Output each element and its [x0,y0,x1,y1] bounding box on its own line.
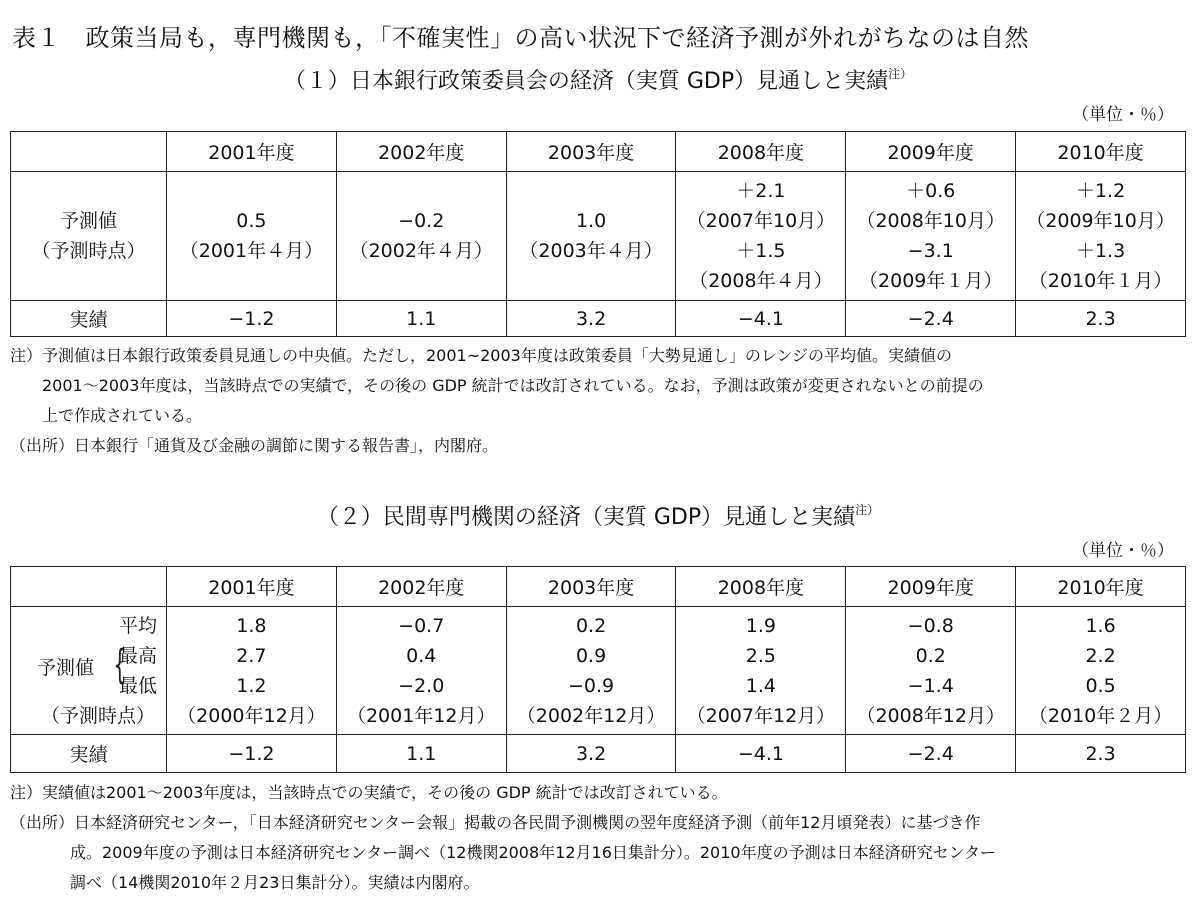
table2-unit: （単位・％） [1072,541,1174,561]
table1-title: （１）日本銀行政策委員会の経済（実質 GDP）見通しと実績$^{注)}$ [283,67,913,94]
table1-forecast-cell: ＋0.6 （2008年10月） −3.1 （2009年１月） [846,172,1016,301]
table1-actual-cell: −2.4 [846,301,1016,337]
table2-forecast-label: 予測値 { 平均 最高 最低 （予測時点） [11,607,167,735]
table1-col-header: 2001年度 [167,132,337,172]
table2-actual-cell: 2.3 [1016,735,1186,773]
table2-note: 注）実績値は2001～2003年度は，当該時点での実績で，その後の GDP 統計では改訂されている。 [10,783,728,802]
table1-actual-cell: 3.2 [506,301,676,337]
table2-actual-label: 実績 [11,735,167,773]
table1-col-header: 2009年度 [846,132,1016,172]
table2-col-header: 2008年度 [676,567,846,607]
table2-actual-cell: 1.1 [336,735,506,773]
table1-note-line: 2001～2003年度は，当該時点での実績で，その後の GDP 統計では改訂されている。なお，予測は政策が変更されないとの前提の [42,376,984,395]
table1-note-line: 注）予測値は日本銀行政策委員見通しの中央値。ただし，2001~2003年度は政策委員「大勢見通し」のレンジの平均値。実績値の [10,346,953,365]
table1 [10,131,1186,337]
table1-forecast-row [11,172,1186,301]
table2-forecast-cell: 1.8 2.7 1.2 （2000年12月） [167,607,337,735]
table2-header-row [11,567,1186,607]
table1-col-header: 2010年度 [1016,132,1186,172]
table1-notes [10,341,1190,461]
sub-label-average: 平均 [119,614,158,637]
table2-forecast-cell: 1.6 2.2 0.5 （2010年２月） [1016,607,1186,735]
sub-label-high: 最高 [119,644,158,667]
table1-forecast-label: 予測値 （予測時点） [11,172,167,301]
table2-actual-cell: −4.1 [676,735,846,773]
table2-forecast-row [11,607,1186,735]
table1-forecast-cell: ＋2.1 （2007年10月） ＋1.5 （2008年４月） [676,172,846,301]
brace-icon: { [113,641,127,688]
table2-source-line: 調べ（14機関2010年２月23日集計分）。実績は内閣府。 [70,873,480,892]
table2-forecast-cell: 0.2 0.9 −0.9 （2002年12月） [506,607,676,735]
table2-col-header: 2009年度 [846,567,1016,607]
table1-note-line: 上で作成されている。 [42,406,203,425]
table2-col-header: 2002年度 [336,567,506,607]
table2-col-header: 2003年度 [506,567,676,607]
sub-label-low: 最低 [119,674,158,697]
table2-source-line: 成。2009年度の予測は日本経済研究センター調べ（12機関2008年12月16日集計分）。2010年度の予測は日本経済研究センター [70,843,996,862]
table2-forecast-cell: 1.9 2.5 1.4 （2007年12月） [676,607,846,735]
table1-source: （出所）日本銀行「通貨及び金融の調節に関する報告書」，内閣府。 [10,436,499,455]
table1-actual-cell: −1.2 [167,301,337,337]
table2 [10,566,1186,773]
table1-actual-label: 実績 [11,301,167,337]
table1-forecast-cell: −0.2 （2002年４月） [336,172,506,301]
table1-actual-row [11,301,1186,337]
table1-forecast-cell: ＋1.2 （2009年10月） ＋1.3 （2010年１月） [1016,172,1186,301]
page-title: 表１ 政策当局も，専門機関も，「不確実性」の高い状況下で経済予測が外れがちなのは自然 [12,24,1029,52]
table2-actual-row [11,735,1186,773]
table1-col-header: 2003年度 [506,132,676,172]
table1-col-header: 2008年度 [676,132,846,172]
table2-actual-cell: 3.2 [506,735,676,773]
table2-forecast-cell: −0.8 0.2 −1.4 （2008年12月） [846,607,1016,735]
table1-actual-cell: 1.1 [336,301,506,337]
table1-forecast-cell: 1.0 （2003年４月） [506,172,676,301]
table2-title: （２）民間専門機関の経済（実質 GDP）見通しと実績$^{注)}$ [316,503,880,530]
table2-actual-cell: −2.4 [846,735,1016,773]
table2-forecast-cell: −0.7 0.4 −2.0 （2001年12月） [336,607,506,735]
table1-col-header: 2002年度 [336,132,506,172]
table2-notes [10,778,1190,898]
table1-actual-cell: 2.3 [1016,301,1186,337]
table2-col-header: 2001年度 [167,567,337,607]
table2-actual-cell: −1.2 [167,735,337,773]
table2-col-header: 2010年度 [1016,567,1186,607]
table1-unit: （単位・％） [1072,105,1174,125]
table1-header-row [11,132,1186,172]
table1-actual-cell: −4.1 [676,301,846,337]
table1-forecast-cell: 0.5 （2001年４月） [167,172,337,301]
table2-source-line: （出所）日本経済研究センター，「日本経済研究センター会報」掲載の各民間予測機関の翌年度経済予測（前年12月頃発表）に基づき作 [10,813,981,832]
